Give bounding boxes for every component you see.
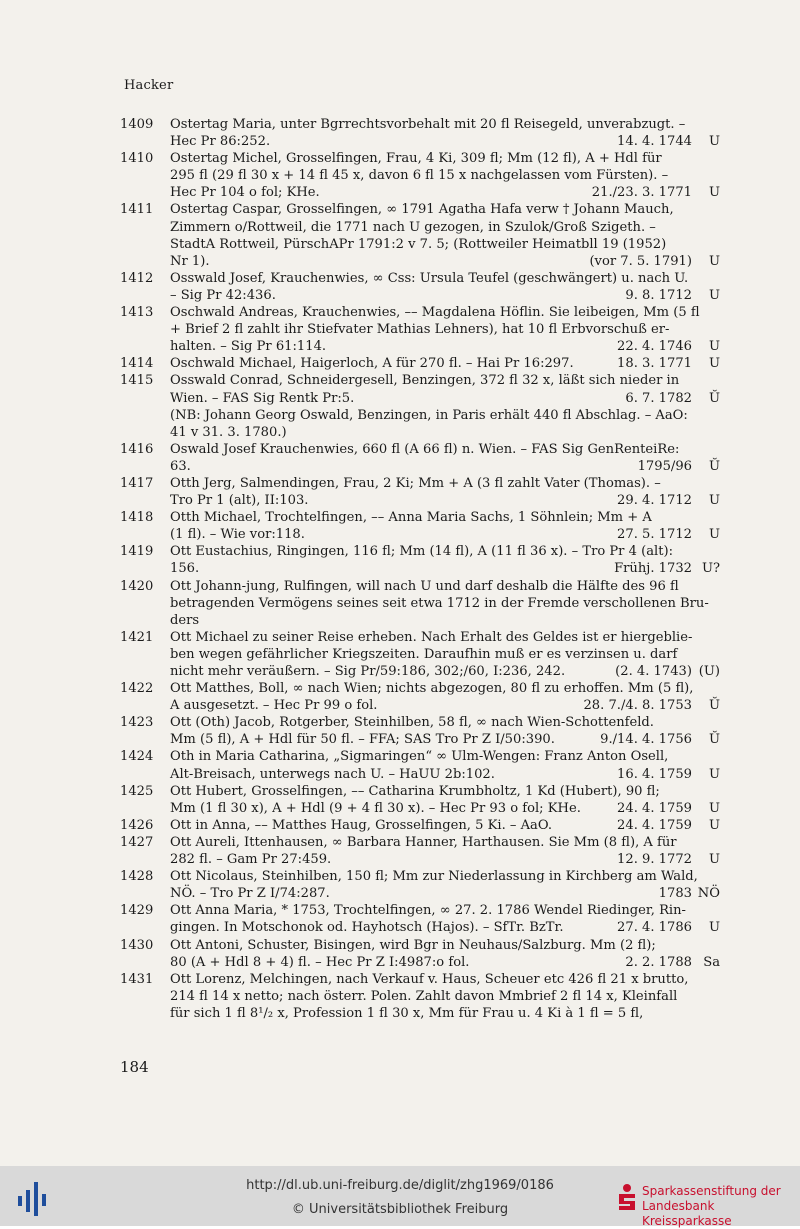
entry-number: 1423 xyxy=(120,715,154,731)
viewer-footer xyxy=(0,1166,800,1226)
register-entry xyxy=(120,304,720,355)
entry-date: 2. 2. 1788 xyxy=(625,954,692,970)
entry-line xyxy=(170,441,720,458)
entry-number: 1424 xyxy=(120,749,154,765)
entry-text: Ott Johann-jung, Rulfingen, will nach U und darf deshalb die Hälfte des 96 fl xyxy=(170,578,679,594)
entry-date: 18. 3. 1771 xyxy=(617,356,692,372)
register-entry xyxy=(120,783,720,817)
entry-text: Ostertag Maria, unter Bgrrechtsvorbehalt mit 20 fl Reisegeld, unverabzugt. – xyxy=(170,117,686,132)
entry-text: halten. – Sig Pr 61:114. xyxy=(170,339,327,355)
entry-text: – Sig Pr 42:436. xyxy=(170,287,276,303)
entry-text: Ott Anna Maria, * 1753, Trochtelfingen, ∞ 27. 2. 1786 Wendel Riedinger, Rin- xyxy=(170,903,686,919)
entry-text: NÖ. – Tro Pr Z I/74:287. xyxy=(170,886,330,902)
register-entry xyxy=(120,902,720,936)
entry-number: 1409 xyxy=(120,117,154,132)
entry-number: 1425 xyxy=(120,783,154,799)
entry-date: 24. 4. 1759 xyxy=(617,817,692,833)
entry-date: 14. 4. 1744 xyxy=(617,134,692,150)
entry-line xyxy=(170,458,720,475)
entry-line xyxy=(170,714,720,731)
destination-mark: U xyxy=(708,920,720,936)
entry-text: 156. xyxy=(170,561,200,577)
entry-date: 1783 xyxy=(658,886,692,902)
entry-text: Nr 1). xyxy=(170,253,210,269)
destination-mark: (U) xyxy=(698,664,720,679)
entry-line xyxy=(170,167,720,184)
entry-text: A ausgesetzt. – Hec Pr 99 o fol. xyxy=(170,698,378,714)
entry-date: 29. 4. 1712 xyxy=(617,493,692,509)
entry-line xyxy=(170,372,720,389)
destination-mark: Ŭ xyxy=(708,698,720,714)
entry-line xyxy=(170,560,720,577)
entry-number: 1422 xyxy=(120,681,154,697)
destination-mark: U xyxy=(708,527,720,543)
entry-number: 1415 xyxy=(120,373,154,389)
entry-line xyxy=(170,885,720,902)
register-entry xyxy=(120,441,720,475)
entry-text: Ott Matthes, Boll, ∞ nach Wien; nichts abgezogen, 80 fl zu erhoffen. Mm (5 fl), xyxy=(170,681,694,697)
entry-text: 80 (A + Hdl 8 + 4) fl. – Hec Pr Z I:4987:o fol. xyxy=(170,954,470,970)
entry-line xyxy=(170,270,720,287)
entry-line xyxy=(170,766,720,783)
entry-number: 1413 xyxy=(120,305,154,321)
entry-line xyxy=(170,424,720,441)
register-entry xyxy=(120,150,720,201)
entry-number: 1417 xyxy=(120,475,154,491)
register-entry xyxy=(120,355,720,372)
entry-line xyxy=(170,219,720,236)
register-entry xyxy=(120,509,720,543)
destination-mark: U xyxy=(708,766,720,782)
entry-number: 1431 xyxy=(120,971,154,987)
register-entry xyxy=(120,834,720,868)
destination-mark: Ŭ xyxy=(708,458,720,474)
entry-line xyxy=(170,150,720,167)
entry-number: 1430 xyxy=(120,937,154,953)
destination-mark: U xyxy=(708,253,720,269)
entry-line xyxy=(170,1005,720,1022)
page-number: 184 xyxy=(120,1058,149,1076)
destination-mark: Ŭ xyxy=(708,732,720,748)
entry-line xyxy=(170,407,720,424)
entry-number: 1419 xyxy=(120,544,154,560)
entry-date: (2. 4. 1743) xyxy=(615,664,692,679)
entry-line xyxy=(170,800,720,817)
entry-line xyxy=(170,133,720,150)
sponsor-name-line-1: Sparkassenstiftung der xyxy=(642,1184,781,1198)
register-entry xyxy=(120,270,720,304)
entry-text: Oschwald Andreas, Krauchenwies, –– Magdalena Höflin. Sie leibeigen, Mm (5 fl xyxy=(170,305,700,321)
entry-number: 1429 xyxy=(120,903,154,919)
entry-text: gingen. In Motschonok od. Hayhotsch (Hajos). – SfTr. BzTr. xyxy=(170,920,564,936)
entry-date: 9. 8. 1712 xyxy=(625,287,692,303)
entry-text: Osswald Conrad, Schneidergesell, Benzingen, 372 fl 32 x, läßt sich nieder in xyxy=(170,373,680,389)
destination-mark: U xyxy=(708,817,720,833)
register-entry xyxy=(120,680,720,714)
entry-number: 1414 xyxy=(120,356,154,372)
entry-line xyxy=(170,868,720,885)
entry-text: Ostertag Michel, Grosselfingen, Frau, 4 Ki, 309 fl; Mm (12 fl), A + Hdl für xyxy=(170,151,662,167)
destination-mark: Sa xyxy=(703,954,720,970)
register-entry xyxy=(120,629,720,680)
register-entry xyxy=(120,201,720,269)
entry-text: Oth in Maria Catharina, „Sigmaringen“ ∞ Ulm-Wengen: Franz Anton Osell, xyxy=(170,749,669,765)
entry-text: Ott Lorenz, Melchingen, nach Verkauf v. Haus, Scheuer etc 426 fl 21 x brutto, xyxy=(170,971,689,987)
entry-line xyxy=(170,492,720,509)
entry-line xyxy=(170,697,720,714)
entry-line xyxy=(170,578,720,595)
sparkasse-icon xyxy=(616,1182,638,1212)
destination-mark: U xyxy=(708,356,720,372)
entry-number: 1410 xyxy=(120,151,154,167)
entry-text: + Brief 2 fl zahlt ihr Stiefvater Mathias Lehners), hat 10 fl Erbvorschuß er- xyxy=(170,322,670,338)
entry-text: 63. xyxy=(170,458,191,474)
entry-text: Ott Nicolaus, Steinhilben, 150 fl; Mm zur Niederlassung in Kirchberg am Wald, xyxy=(170,869,698,885)
entry-text: Mm (1 fl 30 x), A + Hdl (9 + 4 fl 30 x). – Hec Pr 93 o fol; KHe. xyxy=(170,800,581,816)
entry-text: nicht mehr veräußern. – Sig Pr/59:186, 302;/60, I:236, 242. xyxy=(170,664,566,679)
entry-text: Zimmern o/Rottweil, die 1771 nach U gezogen, in Szulok/Groß Szigeth. – xyxy=(170,219,656,235)
entry-date: 12. 9. 1772 xyxy=(617,852,692,868)
entry-line xyxy=(170,253,720,270)
register-entry xyxy=(120,116,720,150)
entry-text: Ott Antoni, Schuster, Bisingen, wird Bgr in Neuhaus/Salzburg. Mm (2 fl); xyxy=(170,937,656,953)
entry-line xyxy=(170,321,720,338)
entry-number: 1416 xyxy=(120,441,154,457)
entry-line xyxy=(170,783,720,800)
destination-mark: U xyxy=(708,339,720,355)
entry-line xyxy=(170,851,720,868)
entry-number: 1418 xyxy=(120,510,154,526)
entry-text: Ott Michael zu seiner Reise erheben. Nach Erhalt des Geldes ist er hiergeblie- xyxy=(170,629,693,645)
entry-date: (vor 7. 5. 1791) xyxy=(589,253,692,269)
register-entry xyxy=(120,937,720,971)
entry-line xyxy=(170,971,720,988)
entry-line xyxy=(170,543,720,560)
entry-text: Ott in Anna, –– Matthes Haug, Grosselfingen, 5 Ki. – AaO. xyxy=(170,817,552,833)
entry-text: 295 fl (29 fl 30 x + 14 fl 45 x, davon 6 fl 15 x nachgelassen vom Fürsten). – xyxy=(170,168,669,184)
entry-line xyxy=(170,287,720,304)
entry-line xyxy=(170,116,720,133)
entry-text: 214 fl 14 x netto; nach österr. Polen. Zahlt davon Mmbrief 2 fl 14 x, Kleinfall xyxy=(170,988,678,1004)
entry-line xyxy=(170,988,720,1005)
permalink-url[interactable]: http://dl.ub.uni-freiburg.de/diglit/zhg1969/0186 xyxy=(246,1178,554,1193)
sponsor-name-line-2: Landesbank Kreissparkasse xyxy=(642,1199,732,1228)
entry-text: für sich 1 fl 8¹/₂ x, Profession 1 fl 30 x, Mm für Frau u. 4 Ki à 1 fl = 5 fl, xyxy=(170,1005,644,1021)
entry-date: 16. 4. 1759 xyxy=(617,766,692,782)
destination-mark: NÖ xyxy=(697,886,720,902)
entry-text: 282 fl. – Gam Pr 27:459. xyxy=(170,852,332,868)
entry-text: Ott (Oth) Jacob, Rotgerber, Steinhilben, 58 fl, ∞ nach Wien-Schottenfeld. xyxy=(170,715,654,731)
destination-mark: U xyxy=(708,287,720,303)
entry-line xyxy=(170,612,720,629)
entry-line xyxy=(170,954,720,971)
entry-text: Ott Eustachius, Ringingen, 116 fl; Mm (14 fl), A (11 fl 36 x). – Tro Pr 4 (alt): xyxy=(170,544,673,560)
entry-date: 1795/96 xyxy=(637,458,692,474)
entry-text: Oschwald Michael, Haigerloch, A für 270 fl. – Hai Pr 16:297. xyxy=(170,356,574,372)
entry-line xyxy=(170,338,720,355)
entry-text: (NB: Johann Georg Oswald, Benzingen, in Paris erhält 440 fl Abschlag. – AaO: xyxy=(170,407,688,423)
copyright-notice: © Universitätsbibliothek Freiburg xyxy=(291,1202,509,1217)
entry-line xyxy=(170,937,720,954)
entry-line xyxy=(170,629,720,646)
entry-line xyxy=(170,526,720,543)
register-entry xyxy=(120,748,720,782)
register-entry xyxy=(120,971,720,1022)
destination-mark: Ŭ xyxy=(708,390,720,406)
entry-line xyxy=(170,595,720,612)
register-entry xyxy=(120,817,720,834)
entry-line xyxy=(170,748,720,765)
entry-line xyxy=(170,919,720,936)
entry-text: Hec Pr 86:252. xyxy=(170,134,271,150)
entry-line xyxy=(170,646,720,663)
destination-mark: U? xyxy=(701,561,720,577)
entry-text: ben wegen gefährlicher Kriegszeiten. Daraufhin muß er es verzinsen u. darf xyxy=(170,646,678,662)
entry-date: 28. 7./4. 8. 1753 xyxy=(583,698,692,714)
entry-text: Ostertag Caspar, Grosselfingen, ∞ 1791 Agatha Hafa verw † Johann Mauch, xyxy=(170,202,674,218)
destination-mark: U xyxy=(708,185,720,201)
entry-text: ders xyxy=(170,612,200,628)
entry-date: 9./14. 4. 1756 xyxy=(600,732,692,748)
register-entry xyxy=(120,868,720,902)
entry-number: 1420 xyxy=(120,578,154,594)
entry-text: Alt-Breisach, unterwegs nach U. – HaUU 2b:102. xyxy=(170,766,495,782)
entry-list xyxy=(120,116,720,1022)
entry-line xyxy=(170,201,720,218)
entry-text: Mm (5 fl), A + Hdl für 50 fl. – FFA; SAS Tro Pr Z I/50:390. xyxy=(170,732,555,748)
entry-number: 1421 xyxy=(120,629,154,645)
entry-text: Oswald Josef Krauchenwies, 660 fl (A 66 fl) n. Wien. – FAS Sig GenRenteiRe: xyxy=(170,441,680,457)
register-entry xyxy=(120,578,720,629)
entry-number: 1426 xyxy=(120,817,154,833)
entry-number: 1427 xyxy=(120,834,154,850)
entry-number: 1412 xyxy=(120,270,154,286)
register-entry xyxy=(120,475,720,509)
entry-text: Hec Pr 104 o fol; KHe. xyxy=(170,185,320,201)
entry-number: 1411 xyxy=(120,202,154,218)
running-head: Hacker xyxy=(124,78,174,93)
entry-text: 41 v 31. 3. 1780.) xyxy=(170,424,287,440)
entry-line xyxy=(170,817,720,834)
entry-line xyxy=(170,355,720,372)
destination-mark: U xyxy=(708,800,720,816)
entry-text: Osswald Josef, Krauchenwies, ∞ Css: Ursula Teufel (geschwängert) u. nach U. xyxy=(170,270,689,286)
register-entry xyxy=(120,714,720,748)
entry-date: 22. 4. 1746 xyxy=(617,339,692,355)
entry-line xyxy=(170,663,720,680)
entry-line xyxy=(170,304,720,321)
entry-date: 6. 7. 1782 xyxy=(625,390,692,406)
entry-line xyxy=(170,731,720,748)
entry-line xyxy=(170,390,720,407)
sponsor-logo xyxy=(616,1176,800,1228)
destination-mark: U xyxy=(708,852,720,868)
entry-text: Ott Hubert, Grosselfingen, –– Catharina Krumbholtz, 1 Kd (Hubert), 90 fl; xyxy=(170,783,660,799)
destination-mark: U xyxy=(708,493,720,509)
entry-text: Wien. – FAS Sig Rentk Pr:5. xyxy=(170,390,355,406)
entry-line xyxy=(170,680,720,697)
entry-date: 24. 4. 1759 xyxy=(617,800,692,816)
entry-number: 1428 xyxy=(120,869,154,885)
entry-text: Tro Pr 1 (alt), II:103. xyxy=(170,493,309,509)
entry-date: Frühj. 1732 xyxy=(614,561,692,577)
entry-line xyxy=(170,902,720,919)
entry-line xyxy=(170,509,720,526)
entry-date: 21./23. 3. 1771 xyxy=(591,185,692,201)
entry-text: Otth Jerg, Salmendingen, Frau, 2 Ki; Mm + A (3 fl zahlt Vater (Thomas). – xyxy=(170,475,661,491)
entry-text: Ott Aureli, Ittenhausen, ∞ Barbara Hanner, Harthausen. Sie Mm (8 fl), A für xyxy=(170,834,677,850)
entry-line xyxy=(170,184,720,201)
entry-text: Otth Michael, Trochtelfingen, –– Anna Maria Sachs, 1 Söhnlein; Mm + A xyxy=(170,510,652,526)
entry-date: 27. 5. 1712 xyxy=(617,527,692,543)
register-entry xyxy=(120,543,720,577)
entry-text: (1 fl). – Wie vor:118. xyxy=(170,527,305,543)
entry-line xyxy=(170,475,720,492)
entry-text: StadtA Rottweil, PürschAPr 1791:2 v 7. 5; (Rottweiler Heimatbll 19 (1952) xyxy=(170,236,667,252)
entry-line xyxy=(170,834,720,851)
entry-line xyxy=(170,236,720,253)
register-entry xyxy=(120,372,720,440)
destination-mark: U xyxy=(708,134,720,150)
entry-text: betragenden Vermögens seines seit etwa 1712 in der Fremde verschollenen Bru- xyxy=(170,595,709,611)
entry-date: 27. 4. 1786 xyxy=(617,920,692,936)
